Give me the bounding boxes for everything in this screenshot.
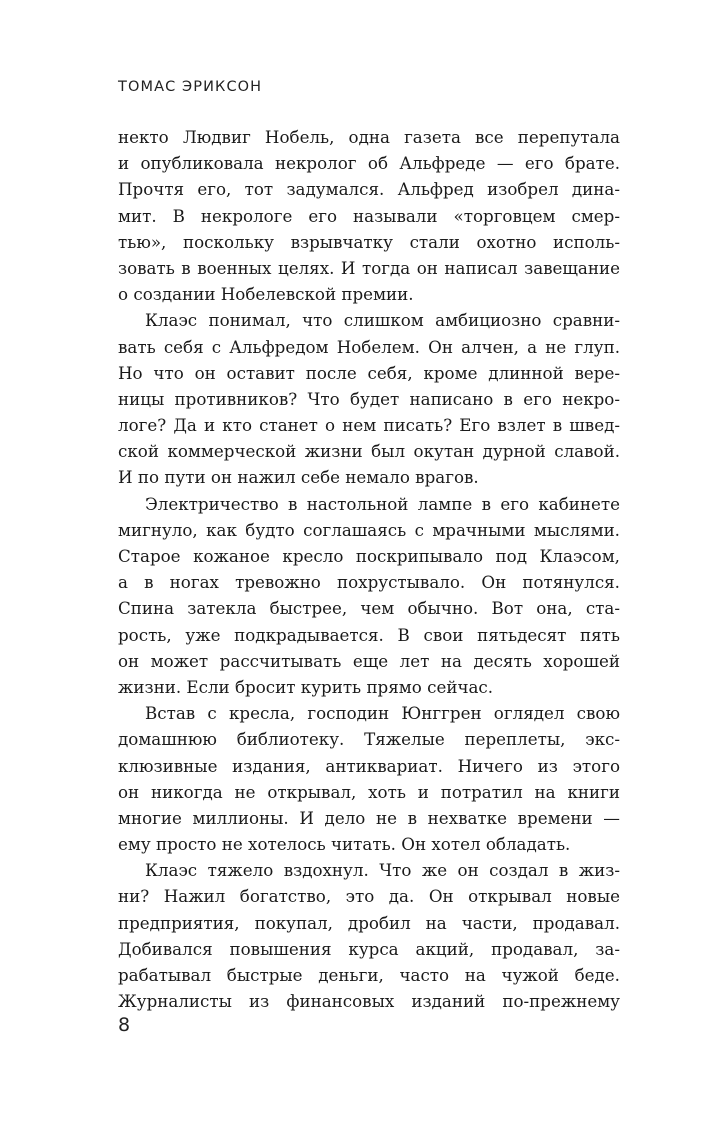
text-line: рабатывал быстрые деньги, часто на чужой беде. xyxy=(118,965,620,985)
running-head-author: ТОМАС ЭРИКСОН xyxy=(118,79,263,95)
text-line: Электричество в настольной лампе в его кабинете xyxy=(145,493,620,514)
text-line: Добивался повышения курса акций, продавал, за- xyxy=(118,938,620,959)
text-line: он никогда не открывал, хоть и потратил на книги xyxy=(118,781,620,802)
text-line: Клаэс понимал, что слишком амбициозно сравни- xyxy=(145,310,620,331)
text-line: мигнуло, как будто соглашаясь с мрачными мыслями. xyxy=(118,519,620,540)
text-line: ему просто не хотелось читать. Он хотел обладать. xyxy=(118,834,571,855)
text-line: ской коммерческой жизни был окутан дурной славой. xyxy=(118,441,620,462)
text-line: он может рассчитывать еще лет на десять хорошей xyxy=(118,650,620,671)
text-line: Спина затекла быстрее, чем обычно. Вот она, ста- xyxy=(118,598,620,619)
text-line: предприятия, покупал, дробил на части, продавал. xyxy=(118,912,620,933)
text-line: и опубликовала некролог об Альфреде — его брате. xyxy=(118,153,620,174)
text-line: мит. В некрологе его называли «торговцем смер- xyxy=(118,205,620,226)
text-line: Встав с кресла, господин Юнггрен оглядел свою xyxy=(145,703,620,724)
text-line: Журналисты из финансовых изданий по-прежнему xyxy=(118,991,620,1012)
page-number: 8 xyxy=(118,1014,131,1036)
text-line: логе? Да и кто станет о нем писать? Его взлет в швед- xyxy=(118,415,620,436)
text-line: Прочтя его, тот задумался. Альфред изобрел дина- xyxy=(118,179,620,200)
text-line: И по пути он нажил себе немало врагов. xyxy=(118,467,479,488)
text-line: зовать в военных целях. И тогда он написал завещание xyxy=(118,257,620,278)
text-line: рость, уже подкрадывается. В свои пятьдесят пять xyxy=(118,624,620,645)
text-line: вать себя с Альфредом Нобелем. Он алчен, а не глуп. xyxy=(118,336,620,357)
text-line: жизни. Если бросит курить прямо сейчас. xyxy=(118,676,494,697)
text-line: многие миллионы. И дело не в нехватке времени — xyxy=(118,807,620,828)
text-line: ницы противников? Что будет написано в его некро- xyxy=(118,388,620,409)
text-line: тью», поскольку взрывчатку стали охотно исполь- xyxy=(118,231,620,252)
text-line: ни? Нажил богатство, это да. Он открывал новые xyxy=(118,886,620,907)
text-line: а в ногах тревожно похрустывало. Он потянулся. xyxy=(118,572,620,593)
text-line: клюзивные издания, антиквариат. Ничего из этого xyxy=(118,755,620,776)
body-text xyxy=(118,124,620,1014)
text-line: Старое кожаное кресло поскрипывало под Клаэсом, xyxy=(118,546,620,566)
text-line: о создании Нобелевской премии. xyxy=(118,284,414,305)
text-line: Клаэс тяжело вздохнул. Что же он создал в жиз- xyxy=(145,860,620,881)
text-line: Но что он оставит после себя, кроме длинной вере- xyxy=(118,362,620,383)
text-line: некто Людвиг Нобель, одна газета все перепутала xyxy=(118,127,620,147)
text-line: домашнюю библиотеку. Тяжелые переплеты, экс- xyxy=(118,729,620,750)
